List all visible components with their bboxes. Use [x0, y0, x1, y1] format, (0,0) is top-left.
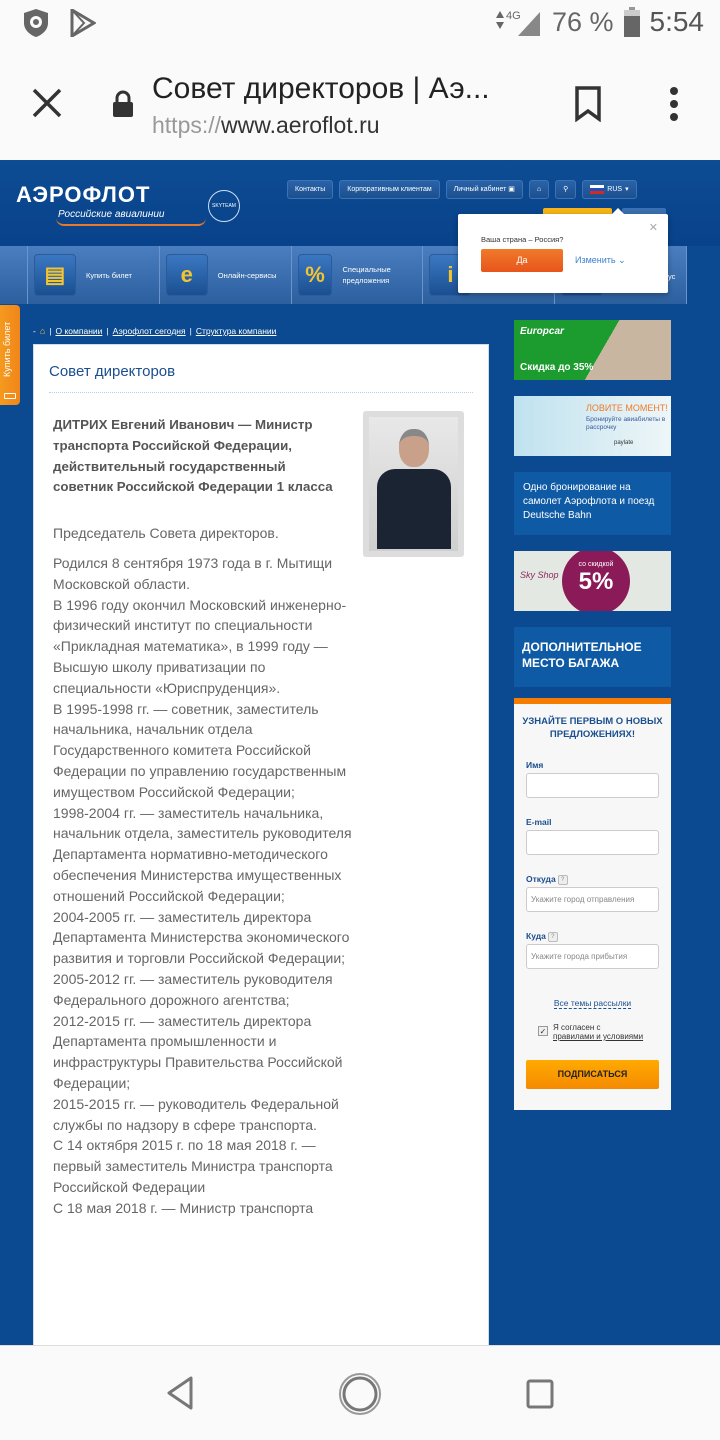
url-host: www.aeroflot.ru [221, 112, 380, 138]
europcar-text: Скидка до 35% [520, 362, 594, 373]
chevron-down-icon: ▾ [625, 186, 629, 193]
subscribe-button[interactable]: ПОДПИСАТЬСЯ [526, 1060, 659, 1089]
percent-dice-icon: % [298, 254, 333, 296]
portrait-head [399, 429, 429, 467]
language-selector[interactable] [582, 180, 636, 199]
contacts-button[interactable]: Контакты [287, 180, 333, 199]
breadcrumb-separator: | [106, 326, 109, 336]
chevron-down-icon: ⌄ [618, 255, 626, 265]
url-protocol: https:// [152, 112, 222, 138]
nav-item-special-offers[interactable] [292, 246, 424, 304]
all-topics-label: Все темы рассылки [553, 998, 632, 1008]
terms-link[interactable]: правилами и условиями [553, 1032, 644, 1041]
discount-big: 5% [578, 568, 614, 595]
ad-extra-baggage[interactable] [514, 627, 671, 687]
clock: 5:54 [649, 6, 704, 37]
breadcrumb-separator: | [49, 326, 52, 336]
breadcrumb-structure[interactable]: Структура компании [195, 326, 277, 336]
content-title: Совет директоров [49, 363, 176, 380]
logo-brand: АЭРОФЛОТ [16, 182, 151, 207]
search-button[interactable] [555, 180, 576, 199]
nav-item-buy-ticket[interactable] [28, 246, 160, 304]
home-button-icon[interactable] [338, 1372, 382, 1416]
play-store-icon [70, 9, 96, 37]
personal-account-label: Личный кабинет [453, 186, 507, 193]
accessibility-button[interactable] [529, 180, 549, 199]
bio-paragraph: Родился 8 сентября 1973 года в г. Мытищи Московской области. В 1996 году окончил Московский инженерно-физический институт по специальности «Прикладная математика», в 1999 году — Высшую школу приватизации по специальности «Юриспруденция». В 1995-1998 гг. — советник, заместитель начальника, начальник отдела Государственного комитета Российской Федерации по управлению государственным имуществом Российской Федерации; 1998-2004 гг. — заместитель начальника, начальник отдела, заместитель руководителя Департамента нормативно-методического обеспечения Министерства имущественных отношений Российской Федерации; 2004-2005 гг. — заместитель директора Департамента Министерства экономического развития и торговли Российской Федерации; 2005-2012 гг. — заместитель руководителя Федерального дорожного агентства; 2012-2015 гг. — заместитель директора Департамента промышленности и инфраструктуры Правительства Российской Федерации; 2015-2015 гг. — руководитель Федеральной службы по надзору в сфере транспорта. С 14 октября 2015 г. по 18 мая 2018 г. — первый заместитель Министра транспорта Российской Федерации С 18 мая 2018 г. — Министр транспорта [53, 555, 352, 1216]
paylate-title: ЛОВИТЕ МОМЕНТ! [586, 403, 668, 413]
country-popup [458, 214, 668, 293]
breadcrumb-separator: | [189, 326, 192, 336]
ad-skyshop[interactable] [514, 551, 671, 611]
recents-icon[interactable] [526, 1379, 554, 1409]
agree-checkbox[interactable]: ✓ [539, 1027, 547, 1036]
battery-percent: 76 % [551, 6, 614, 37]
lock-icon[interactable] [112, 90, 134, 118]
name-label: Имя [526, 760, 544, 770]
breadcrumb-dash: - [33, 326, 36, 336]
search-icon: ⚲ [563, 186, 569, 193]
db-text: Одно бронирование на самолет Аэрофлота и поезд Deutsche Bahn [523, 482, 655, 521]
nav-label: Специальные предложения [342, 265, 391, 285]
accessibility-icon: ⌂ [536, 186, 542, 193]
ticket-icon: ▤ [34, 254, 76, 296]
popup-arrow [612, 208, 624, 214]
paylate-text: Бронируйте авиабилеты в рассрочку [586, 416, 666, 431]
breadcrumb-about[interactable]: О компании [55, 326, 103, 336]
info-icon: i [429, 254, 471, 296]
to-label: Куда [526, 931, 546, 941]
email-label: E-mail [526, 817, 552, 827]
nav-item-online-services[interactable] [160, 246, 292, 304]
help-icon[interactable]: ? [558, 875, 568, 885]
ad-paylate[interactable] [514, 396, 671, 456]
russia-flag-icon [590, 185, 604, 194]
buy-ticket-side-tab[interactable] [0, 305, 20, 405]
baggage-text: ДОПОЛНИТЕЛЬНОЕ МЕСТО БАГАЖА [522, 640, 642, 670]
close-icon[interactable] [30, 86, 64, 120]
network-type: 4G [505, 10, 521, 22]
discount-circle [562, 551, 630, 611]
help-icon[interactable]: ? [548, 932, 558, 942]
subscribe-title: УЗНАЙТЕ ПЕРВЫМ О НОВЫХ ПРЕДЛОЖЕНИЯХ! [522, 716, 663, 740]
bio-heading: ДИТРИХ Евгений Иванович — Министр транспорта Российской Федерации, действительный государственный советник Российской Федерации 1 класса [53, 417, 333, 495]
skyshop-brand: Sky Shop [520, 570, 559, 580]
to-label-row [526, 931, 558, 942]
europcar-brand: Europcar [520, 326, 564, 337]
bookmark-icon[interactable] [574, 86, 602, 122]
ad-europcar[interactable] [514, 320, 671, 380]
portrait-photo [363, 411, 464, 557]
network-signal-icon [492, 6, 542, 38]
confirm-country-button[interactable]: Да [481, 249, 563, 272]
from-label-row [526, 874, 568, 885]
skyteam-logo [208, 190, 240, 222]
language-label: RUS [607, 186, 623, 193]
home-icon[interactable]: ⌂ [39, 326, 46, 336]
nav-tail-text: ус [668, 272, 676, 281]
nav-label: Онлайн-сервисы [217, 270, 277, 280]
sidebar-ads [514, 320, 671, 703]
bio-text [53, 553, 363, 1219]
title-divider [49, 392, 473, 393]
subscribe-form [514, 698, 671, 1110]
country-question: Ваша страна – Россия? [481, 235, 564, 244]
agree-text: Я согласен с [553, 1023, 601, 1032]
paylate-brand: paylate [614, 440, 634, 446]
main-content [33, 344, 489, 1345]
portrait-body [377, 469, 451, 549]
back-icon[interactable] [166, 1376, 194, 1410]
ad-deutsche-bahn[interactable] [514, 472, 671, 535]
aeroflot-logo[interactable] [16, 182, 164, 220]
to-input[interactable]: Укажите города прибытия [526, 944, 659, 969]
ticket-small-icon [4, 393, 16, 399]
portrait-image [369, 417, 458, 551]
from-input[interactable]: Укажите город отправления [526, 887, 659, 912]
top-buttons [287, 180, 637, 199]
breadcrumb [33, 326, 276, 336]
bio-role: Председатель Совета директоров. [53, 525, 279, 541]
logo-swoosh [56, 218, 206, 226]
personal-account-button[interactable] [446, 180, 523, 199]
page-title-tab[interactable]: Совет директоров | Аэ... [152, 72, 490, 105]
status-bar [0, 0, 720, 50]
logo-tagline: Российские авиалинии [58, 209, 165, 220]
more-menu-icon[interactable] [668, 86, 680, 122]
breadcrumb-today[interactable]: Аэрофлот сегодня [112, 326, 186, 336]
name-input[interactable] [526, 773, 659, 798]
discount-small: со скидкой [578, 561, 614, 568]
lock-small-icon: ▣ [508, 186, 515, 193]
agree-row [538, 1023, 643, 1041]
from-label: Откуда [526, 874, 556, 884]
system-nav-bar [0, 1345, 720, 1440]
e-icon: e [166, 254, 208, 296]
all-topics-link[interactable] [514, 998, 671, 1008]
corporate-clients-button[interactable]: Корпоративным клиентам [339, 180, 439, 199]
side-tab-label: Купить билет [2, 321, 12, 377]
agree-text-block [553, 1023, 643, 1041]
web-page [0, 160, 720, 1345]
close-icon[interactable]: ✕ [648, 222, 658, 234]
email-input[interactable] [526, 830, 659, 855]
antivirus-shield-icon [22, 8, 50, 38]
url-bar[interactable] [152, 112, 380, 139]
battery-icon [624, 7, 640, 37]
skyteam-text: SKYTEAM [212, 203, 236, 209]
browser-toolbar [0, 50, 720, 160]
nav-spacer [0, 246, 28, 304]
change-country-link[interactable] [575, 255, 626, 266]
nav-label: Купить билет [85, 270, 132, 280]
change-label: Изменить [575, 255, 616, 265]
